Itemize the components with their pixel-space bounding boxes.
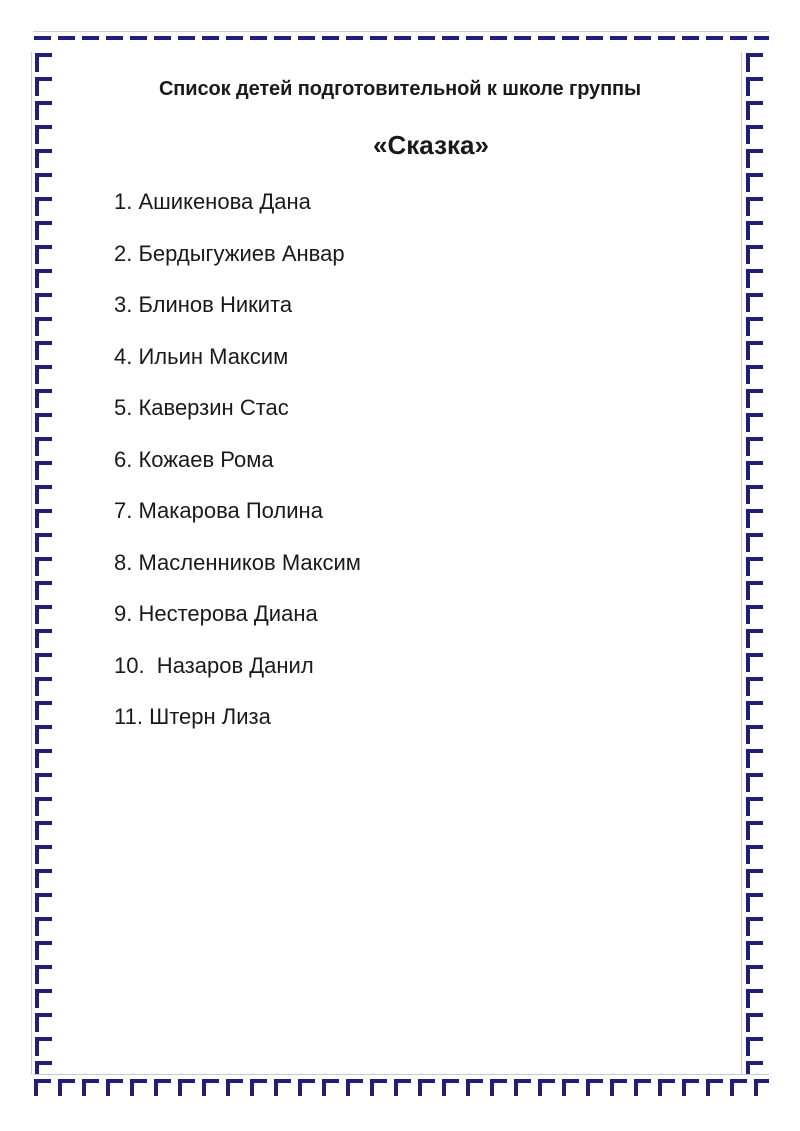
list-item: 4. Ильин Максим — [114, 343, 289, 369]
list-item: 10. Назаров Данил — [114, 652, 314, 678]
list-item: 2. Бердыгужиев Анвар — [114, 240, 345, 266]
list-item: 7. Макарова Полина — [114, 498, 323, 523]
children-list — [114, 186, 361, 753]
list-item: 8. Масленников Максим — [114, 549, 361, 575]
list-item: 11. Штерн Лиза — [114, 704, 271, 729]
document-heading: Список детей подготовительной к школе группы — [158, 78, 642, 100]
group-title: «Сказка» — [373, 130, 489, 160]
list-item: 9. Нестерова Диана — [114, 601, 318, 626]
list-item: 6. Кожаев Рома — [114, 446, 274, 472]
list-item: 1. Ашикенова Дана — [114, 189, 311, 214]
list-item: 3. Блинов Никита — [114, 292, 293, 317]
list-item: 5. Каверзин Стас — [114, 395, 289, 420]
